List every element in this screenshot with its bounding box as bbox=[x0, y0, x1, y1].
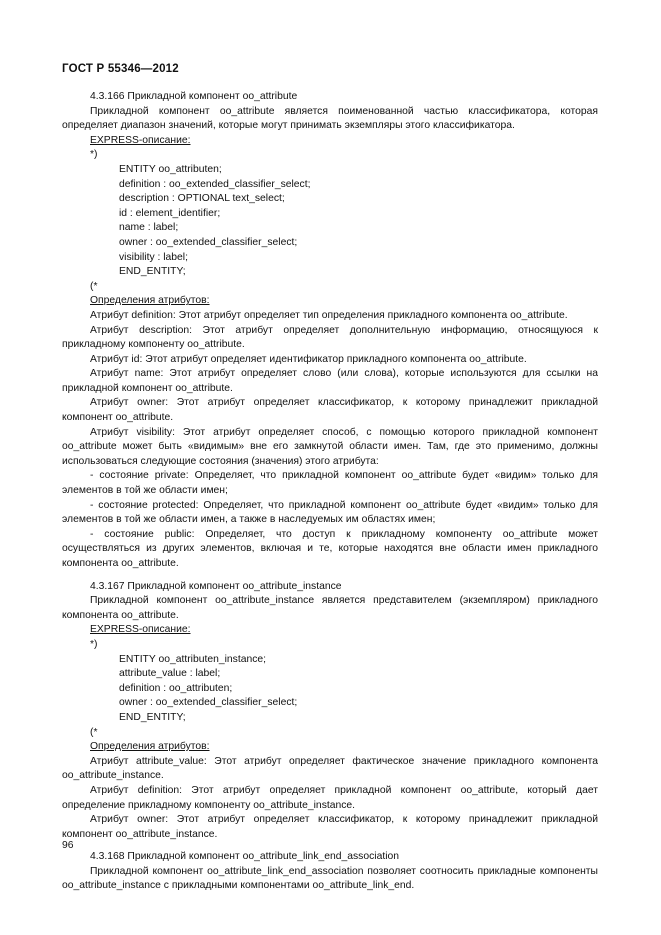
code-line: name : label; bbox=[119, 222, 179, 234]
section-gap bbox=[62, 842, 598, 850]
section-intro-168: Прикладной компонент oo_attribute_link_end_association позволяет соотносить прикладные компоненты oo_attribute_instance с прикладными компонентами oo_attribute_link_end. bbox=[62, 865, 598, 892]
code-open-166: *) bbox=[90, 149, 98, 161]
code-close-167: (* bbox=[90, 726, 98, 738]
section-intro-166: Прикладной компонент oo_attribute является поименованной частью классификатора, которая определяет диапазон значений, которые могут принимать экземпляры этого классификатора. bbox=[62, 105, 598, 132]
code-line: owner : oo_extended_classifier_select; bbox=[119, 697, 298, 709]
code-line: id : element_identifier; bbox=[119, 207, 221, 219]
code-line: ENTITY oo_attributen_instance; bbox=[119, 653, 267, 665]
code-line: END_ENTITY; bbox=[119, 711, 186, 723]
section-heading-166: 4.3.166 Прикладной компонент oo_attribute bbox=[90, 91, 298, 102]
attribute-definition: Атрибут owner: Этот атрибут определяет классификатор, к которому принадлежит прикладной компонент oo_attribute_instance. bbox=[62, 814, 598, 840]
code-line: END_ENTITY; bbox=[119, 266, 186, 278]
visibility-state-item: - состояние private: Определяет, что прикладной компонент oo_attribute будет «видим» только для элементов в той же области имен; bbox=[62, 470, 598, 497]
code-line: visibility : label; bbox=[119, 251, 188, 263]
express-label-167 bbox=[62, 623, 598, 638]
attrs-label-text: Определения атрибутов: bbox=[90, 741, 210, 753]
section-heading-168: 4.3.168 Прикладной компонент oo_attribute_link_end_association bbox=[90, 851, 399, 863]
section-gap bbox=[62, 572, 598, 580]
attrs-label-167 bbox=[62, 740, 598, 755]
section-heading-167: 4.3.167 Прикладной компонент oo_attribute_instance bbox=[90, 580, 342, 592]
attrs-label-166 bbox=[62, 294, 598, 309]
attrs-label-text: Определения атрибутов: bbox=[90, 295, 210, 307]
code-line: definition : oo_attributen; bbox=[119, 682, 233, 694]
visibility-state-item: - состояние public: Определяет, что доступ к прикладному компоненту oo_attribute может осуществляться из других элементов, включая и те, которые находятся вне области имен прикладного компонента oo_attribute. bbox=[62, 528, 598, 569]
visibility-state-item: - состояние protected: Определяет, что прикладной компонент oo_attribute будет «видим» только для элементов в той же области имен, а также в наследуемых им областях имен; bbox=[62, 499, 598, 526]
attribute-definition: Атрибут attribute_value: Этот атрибут определяет фактическое значение прикладного компонента oo_attribute_instance. bbox=[62, 755, 598, 782]
document-header: ГОСТ Р 55346—2012 bbox=[62, 63, 179, 75]
code-line: owner : oo_extended_classifier_select; bbox=[119, 236, 298, 248]
attribute-definition: Атрибут definition: Этот атрибут определяет прикладной компонент oo_attribute, который дает определение прикладному компоненту oo_attribute_instance. bbox=[62, 784, 598, 811]
code-line: attribute_value : label; bbox=[119, 668, 221, 680]
attribute-definition: Атрибут name: Этот атрибут определяет слово (или слова), которые используются для ссылки на прикладной компонент oo_attribute. bbox=[62, 368, 598, 394]
code-line: description : OPTIONAL text_select; bbox=[119, 193, 285, 205]
section-intro-167: Прикладной компонент oo_attribute_instance является представителем (экземпляром) прикладного компонента oo_attribute. bbox=[62, 595, 598, 621]
express-label-text: EXPRESS-описание: bbox=[90, 624, 191, 636]
code-line: definition : oo_extended_classifier_select; bbox=[119, 178, 311, 190]
page-content bbox=[62, 90, 598, 894]
page-number: 96 bbox=[62, 840, 74, 851]
attribute-definition: Атрибут owner: Этот атрибут определяет классификатор, к которому принадлежит прикладной компонент oo_attribute. bbox=[62, 397, 598, 424]
code-line: ENTITY oo_attributen; bbox=[119, 163, 222, 175]
attribute-definition: Атрибут visibility: Этот атрибут определяет способ, с помощью которого прикладной компонент oo_attribute может быть «видимым» вне его замкнутой области имен. Там, где это применимо, должны использоваться следующие состояния (значения) этого атрибута: bbox=[62, 426, 598, 467]
express-label-text: EXPRESS-описание: bbox=[90, 134, 191, 146]
attribute-definition: Атрибут id: Этот атрибут определяет идентификатор прикладного компонента oo_attribute. bbox=[90, 353, 527, 365]
attribute-definition: Атрибут definition: Этот атрибут определяет тип определения прикладного компонента oo_attribute. bbox=[90, 309, 568, 321]
express-label-166 bbox=[62, 134, 598, 149]
attribute-definition: Атрибут description: Этот атрибут определяет дополнительную информацию, относящуюся к прикладному компоненту oo_attribute. bbox=[62, 324, 598, 351]
code-open-167: *) bbox=[90, 638, 98, 650]
code-close-166: (* bbox=[90, 280, 98, 292]
